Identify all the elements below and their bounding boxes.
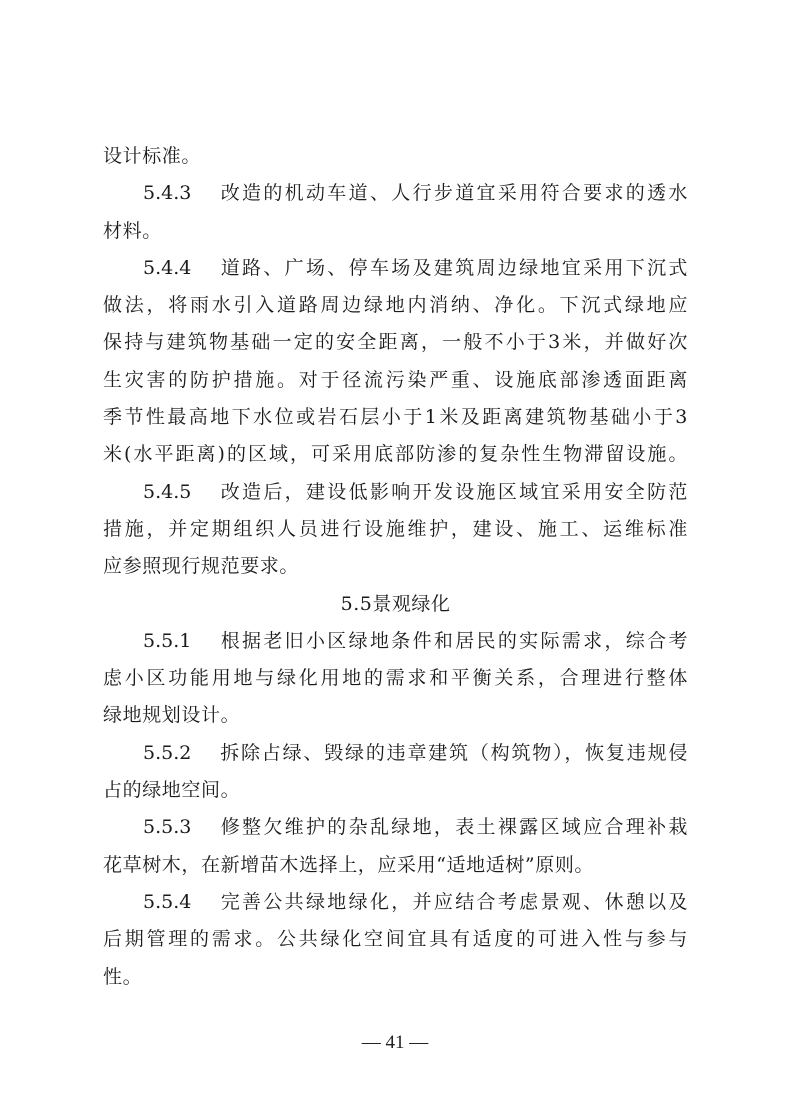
clause-text: 完善公共绿地绿化，并应结合考虑景观、休憩以及: [219, 890, 688, 913]
text-line: [103, 474, 688, 511]
text-line: 生灾害的防护措施。对于径流污染严重、设施底部渗透面距离: [103, 368, 688, 391]
clause-number: 5.4.4: [143, 256, 192, 279]
clause-text: 修整欠维护的杂乱绿地，表土裸露区域应合理补栽: [219, 816, 688, 839]
clause-number: 5.4.3: [143, 182, 192, 205]
text-line: 花草树木，在新增苗木选择上，应采用“适地适树”原则。: [103, 853, 595, 876]
clause-text: 改造的机动车道、人行步道宜采用符合要求的透水: [219, 182, 688, 205]
section-heading: 5.5景观绿化: [340, 592, 451, 615]
text-line: 设计标准。: [103, 145, 202, 167]
text-line: 做法，将雨水引入道路周边绿地内消纳、净化。下沉式绿地应: [103, 294, 688, 317]
text-line: 后期管理的需求。公共绿化空间宜具有适度的可进入性与参与: [103, 928, 688, 951]
document-body: [103, 138, 688, 996]
text-line: 绿地规划设计。: [103, 704, 241, 727]
text-line: 材料。: [103, 219, 162, 242]
text-line: 季节性最高地下水位或岩石层小于1米及距离建筑物基础小于3: [103, 406, 688, 429]
text-line: 性。: [103, 965, 143, 988]
text-line: [103, 735, 688, 772]
text-line: 保持与建筑物基础一定的安全距离，一般不小于3米，并做好次: [103, 331, 688, 354]
text-line: [103, 884, 688, 921]
clause-text: 拆除占绿、毁绿的违章建筑（构筑物），恢复违规侵: [219, 741, 688, 764]
page-number: — 41 —: [361, 1032, 429, 1053]
clause-text: 改造后，建设低影响开发设施区域宜采用安全防范: [219, 480, 688, 503]
text-line: [103, 175, 688, 212]
text-line: [103, 623, 688, 660]
text-line: 虑小区功能用地与绿化用地的需求和平衡关系，合理进行整体: [103, 667, 688, 690]
clause-number: 5.5.2: [143, 741, 192, 764]
clause-number: 5.5.1: [143, 629, 192, 652]
clause-number: 5.5.4: [143, 890, 192, 913]
text-line: 措施，并定期组织人员进行设施维护，建设、施工、运维标准: [103, 517, 688, 540]
text-line: [103, 250, 688, 287]
text-line: 应参照现行规范要求。: [103, 555, 300, 578]
text-line: 米(水平距离)的区域，可采用底部防渗的复杂性生物滞留设施。: [103, 443, 688, 466]
clause-text: 道路、广场、停车场及建筑周边绿地宜采用下沉式: [219, 256, 688, 279]
clause-text: 根据老旧小区绿地条件和居民的实际需求，综合考: [219, 629, 688, 652]
clause-number: 5.4.5: [143, 480, 192, 503]
text-line: [103, 809, 688, 846]
clause-number: 5.5.3: [143, 816, 192, 839]
text-line: 占的绿地空间。: [103, 779, 241, 802]
